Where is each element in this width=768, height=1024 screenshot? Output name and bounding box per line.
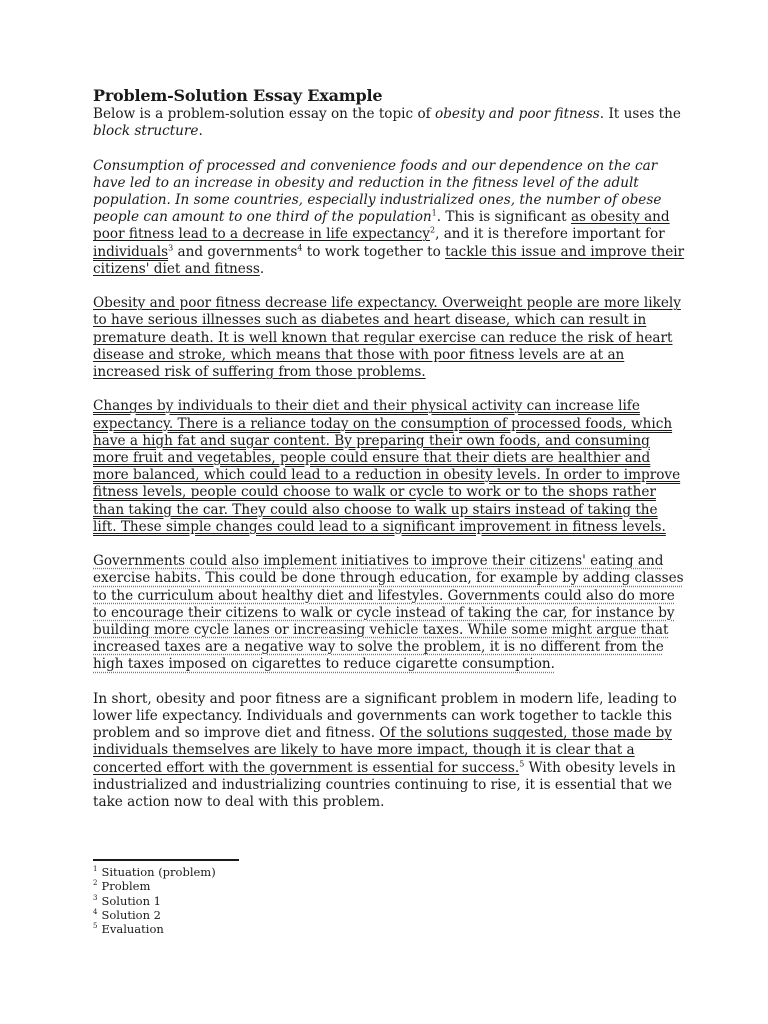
solution2-paragraph: Governments could also implement initiatives to improve their citizens' eating and exercise habits. This could be done through education, for example by adding classes to the curriculum about healthy diet and lifestyles. Governments could also do more to encourage their citizens to walk or cycle instead of taking the car, for instance by building more cycle lanes or increasing vehicle taxes. While some might argue that increased taxes are a negative way to solve the problem, it is no different from the high taxes imposed on cigarettes to reduce cigarette consumption. (93, 553, 684, 673)
body-text: . This is significant (436, 209, 571, 226)
footnote-ref: 1 (431, 208, 437, 218)
introduction-paragraph (93, 158, 685, 278)
intro-topic: obesity and poor fitness (435, 106, 600, 122)
footnote-item: $^2$ Problem (93, 879, 151, 894)
body-text: , and it is therefore important for (435, 226, 665, 243)
intro-structure: block structure (93, 123, 199, 140)
body-text: With obesity levels in industrialized and industrializing countries continuing to rise, it is essential that we take action now to deal with this problem. (93, 759, 676, 811)
footnote-ref: 3 (168, 243, 174, 253)
solution1-paragraph: Changes by individuals to their diet and their physical activity can increase life expectancy. There is a reliance today on the consumption of processed foods, which have a high fat and sugar content. By preparing their own foods, and consuming more fruit and vegetables, people could ensure that their diets are healthier and more balanced, which could lead to a reduction in obesity levels. In order to improve fitness levels, people could choose to walk or cycle to work or to the shops rather than taking the car. They could also choose to walk up stairs instead of taking the lift. These simple changes could lead to a significant improvement in fitness levels. (93, 398, 681, 535)
situation-text: Consumption of processed and convenience foods and our dependence on the car have led to an increase in obesity and reduction in the fitness level of the adult population. In some countries, especially industrialized ones, the number of obese people can amount to one third of the population (93, 157, 662, 226)
body-text: . (259, 260, 265, 277)
footnote-ref: 4 (297, 243, 303, 253)
solution1-text: individuals (93, 243, 169, 260)
footnote-separator (93, 859, 239, 861)
problem-text: as obesity and poor fitness lead to a decrease in life expectancy (93, 209, 670, 243)
intro-text: . (198, 123, 203, 140)
essay-title: Problem-Solution Essay Example (93, 86, 383, 105)
essay-body (93, 86, 685, 811)
footnotes (93, 859, 393, 936)
problem-paragraph: Obesity and poor fitness decrease life expectancy. Overweight people are more likely to have serious illnesses such as diabetes and heart disease, which can result in premature death. It is well known that regular exercise can reduce the risk of heart disease and stroke, which means that those with poor fitness levels are at an increased risk of suffering from those problems. (93, 295, 681, 381)
body-text: to work together to (302, 243, 446, 260)
intro-text: . It uses the (599, 106, 681, 122)
intro-paragraph (93, 106, 685, 140)
intro-text: Below is a problem-solution essay on the topic of (93, 106, 436, 122)
solution2-text: and governments (173, 243, 298, 260)
thesis-text: tackle this issue and improve their citizens' diet and fitness (93, 243, 685, 277)
footnote-item: $^1$ Situation (problem) (93, 865, 216, 879)
body-text: In short, obesity and poor fitness are a significant problem in modern life, leading to lower life expectancy. Individuals and governments can work together to tackle this problem and so improve diet and fitness. (93, 690, 677, 742)
footnote-item: $^4$ Solution 2 (93, 907, 161, 922)
footnote-ref: 5 (519, 759, 525, 769)
conclusion-paragraph (93, 691, 685, 811)
footnote-ref: 2 (429, 225, 436, 235)
footnote-item: $^3$ Solution 1 (93, 893, 161, 908)
footnote-item: $^5$ Evaluation (93, 922, 164, 937)
evaluation-text: Of the solutions suggested, those made by individuals themselves are likely to have more impact, though it is clear that a concerted effort with the government is essential for success. (93, 725, 672, 776)
